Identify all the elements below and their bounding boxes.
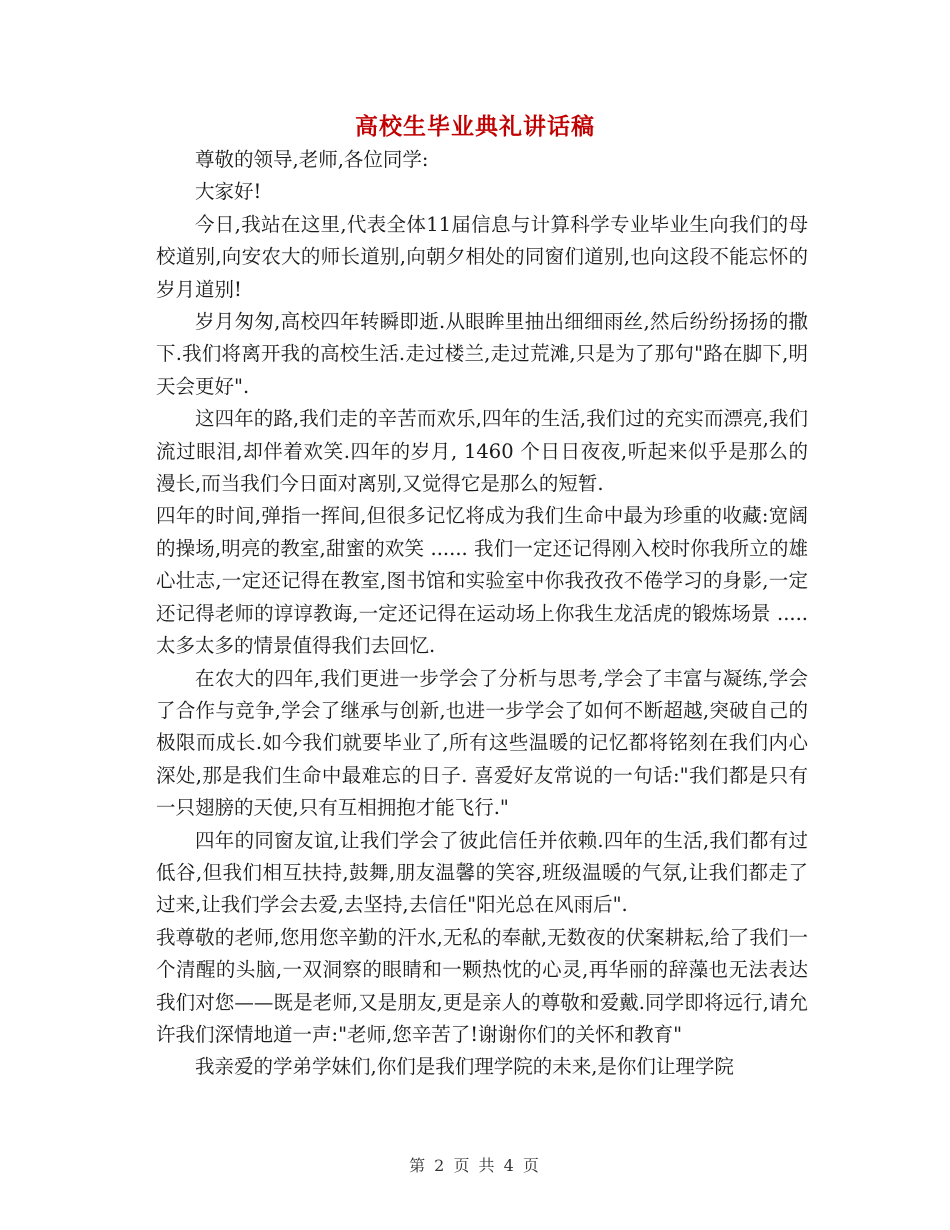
- body-paragraph: 四年的时间,弹指一挥间,但很多记忆将成为我们生命中最为珍重的收藏:宽阔的操场,明亮的教室,甜蜜的欢笑 ...... 我们一定还记得刚入校时你我所立的雄心壮志,一定还记得在教室,图书馆和实验室中你我孜孜不倦学习的身影,一定还记得老师的谆谆教诲,一定还记得在运动场上你我生龙活虎的锻炼场景 ..... 太多太多的情景值得我们去回忆.: [156, 504, 808, 658]
- document-body: [156, 144, 808, 1084]
- page-number-footer: 第 2 页 共 4 页: [409, 1156, 541, 1175]
- salutation: 尊敬的领导,老师,各位同学:: [195, 148, 429, 171]
- body-paragraph: 今日,我站在这里,代表全体11届信息与计算科学专业毕业生向我们的母校道别,向安农大的师长道别,向朝夕相处的同窗们道别,也向这段不能忘怀的岁月道别!: [156, 212, 808, 301]
- body-paragraph: 岁月匆匆,高校四年转瞬即逝.从眼眸里抽出细细雨丝,然后纷纷扬扬的撒下.我们将离开我的高校生活.走过楼兰,走过荒滩,只是为了那句"路在脚下,明天会更好".: [156, 310, 808, 398]
- greeting: 大家好!: [195, 180, 262, 204]
- body-paragraph: 我亲爱的学弟学妹们,你们是我们理学院的未来,是你们让理学院: [195, 1055, 734, 1079]
- body-paragraph: 四年的同窗友谊,让我们学会了彼此信任并依赖.四年的生活,我们都有过低谷,但我们相互扶持,鼓舞,朋友温馨的笑容,班级温暖的气氛,让我们都走了过来,让我们学会去爱,去坚持,去信任"阳光总在风雨后".: [156, 828, 808, 917]
- document-title: 高校生毕业典礼讲话稿: [355, 113, 595, 140]
- body-paragraph: 这四年的路,我们走的辛苦而欢乐,四年的生活,我们过的充实而漂亮,我们流过眼泪,却伴着欢笑.四年的岁月, 1460 个日日夜夜,听起来似乎是那么的漫长,而当我们今日面对离别,又觉得它是那么的短暂.: [156, 407, 808, 496]
- body-paragraph: 我尊敬的老师,您用您辛勤的汗水,无私的奉献,无数夜的伏案耕耘,给了我们一个清醒的头脑,一双洞察的眼睛和一颗热忱的心灵,再华丽的辞藻也无法表达我们对您——既是老师,又是朋友,更是亲人的尊敬和爱戴.同学即将远行,请允许我们深情地道一声:"老师,您辛苦了!谢谢你们的关怀和教育": [156, 925, 808, 1046]
- body-paragraph: 在农大的四年,我们更进一步学会了分析与思考,学会了丰富与凝练,学会了合作与竞争,学会了继承与创新,也进一步学会了如何不断超越,突破自己的极限而成长.如今我们就要毕业了,所有这些温暖的记忆都将铭刻在我们内心深处,那是我们生命中最难忘的日子. 喜爱好友常说的一句话:"我们都是只有一只翅膀的天使,只有互相拥抱才能飞行.": [156, 666, 808, 820]
